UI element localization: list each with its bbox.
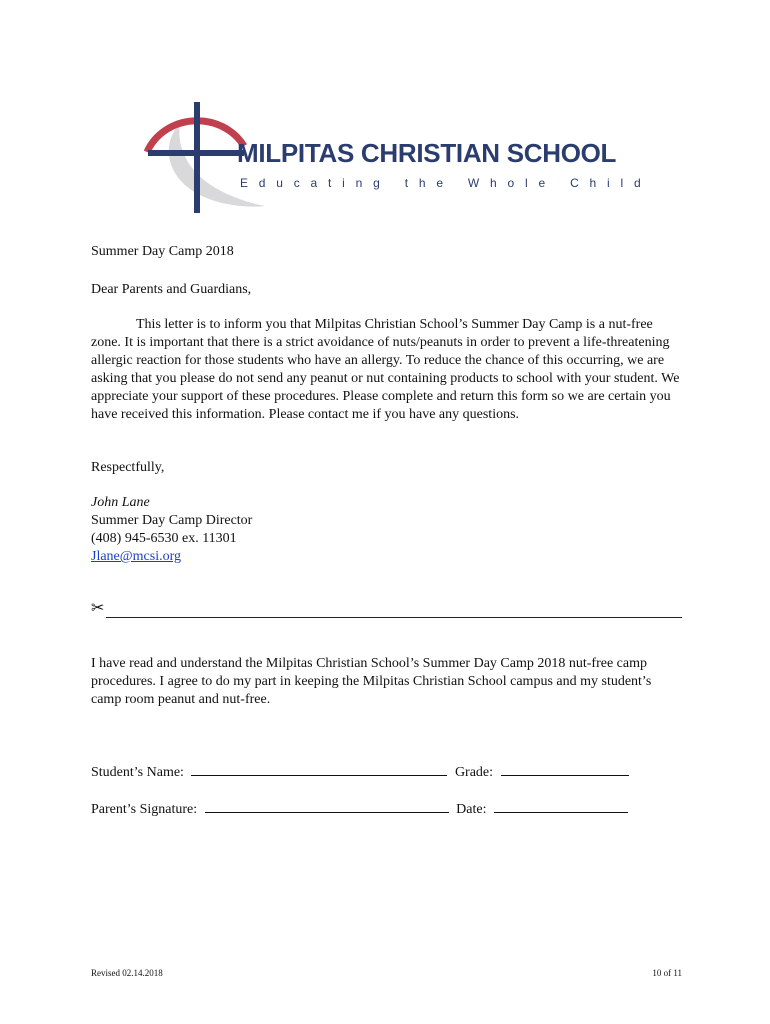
school-name: MILPITAS CHRISTIAN SCHOOL	[237, 138, 617, 168]
student-name-label: Student’s Name:	[91, 765, 184, 780]
date-label: Date:	[456, 802, 487, 817]
student-name-field[interactable]	[191, 763, 447, 776]
grade-label: Grade:	[454, 765, 494, 780]
cut-line-divider	[106, 617, 682, 618]
letter-title-text: Summer Day Camp 2018	[91, 244, 234, 259]
letter-title	[91, 243, 691, 261]
letter-body-text: This letter is to inform you that Milpitas Christian School’s Summer Day Camp is a nut-free zone. It is important that there is a strict avoidance of nuts/peanuts in order to prevent a life-threatening allergic reaction for those students who have an allergy. To reduce the chance of this occurring, we are asking that you please do not send any peanut or nut containing products to school with your student. We appreciate your support of these procedures. Please complete and return this form so we are certain you have received this information. Please contact me if you have any questions.	[91, 317, 680, 422]
student-row	[91, 763, 629, 782]
grade-field[interactable]	[501, 763, 629, 776]
school-tagline: Educating the Whole Child	[240, 176, 652, 190]
parent-row	[91, 800, 628, 819]
letter-body	[91, 316, 683, 424]
parent-signature-field[interactable]	[205, 800, 449, 813]
page-number: 10 of 11	[652, 968, 682, 978]
signature-block	[91, 494, 691, 566]
closing-text: Respectfully,	[91, 460, 165, 475]
signer-name: John Lane	[91, 495, 150, 510]
closing	[91, 459, 691, 477]
signer-email-link[interactable]: Jlane@mcsi.org	[91, 549, 182, 564]
signer-title: Summer Day Camp Director	[91, 513, 253, 528]
scissors-icon: ✂	[91, 598, 105, 617]
salutation	[91, 281, 691, 299]
parent-signature-label: Parent’s Signature:	[91, 802, 198, 817]
acknowledgement	[91, 655, 683, 709]
revised-date: Revised 02.14.2018	[91, 968, 163, 978]
acknowledgement-text: I have read and understand the Milpitas Christian School’s Summer Day Camp 2018 nut-free camp procedures. I agree to do my part in keeping the Milpitas Christian School campus and my student’s camp room peanut and nut-free.	[91, 656, 652, 707]
date-field[interactable]	[494, 800, 628, 813]
signer-phone: (408) 945-6530 ex. 11301	[91, 531, 237, 546]
salutation-text: Dear Parents and Guardians,	[91, 282, 252, 297]
school-logo	[140, 96, 652, 222]
